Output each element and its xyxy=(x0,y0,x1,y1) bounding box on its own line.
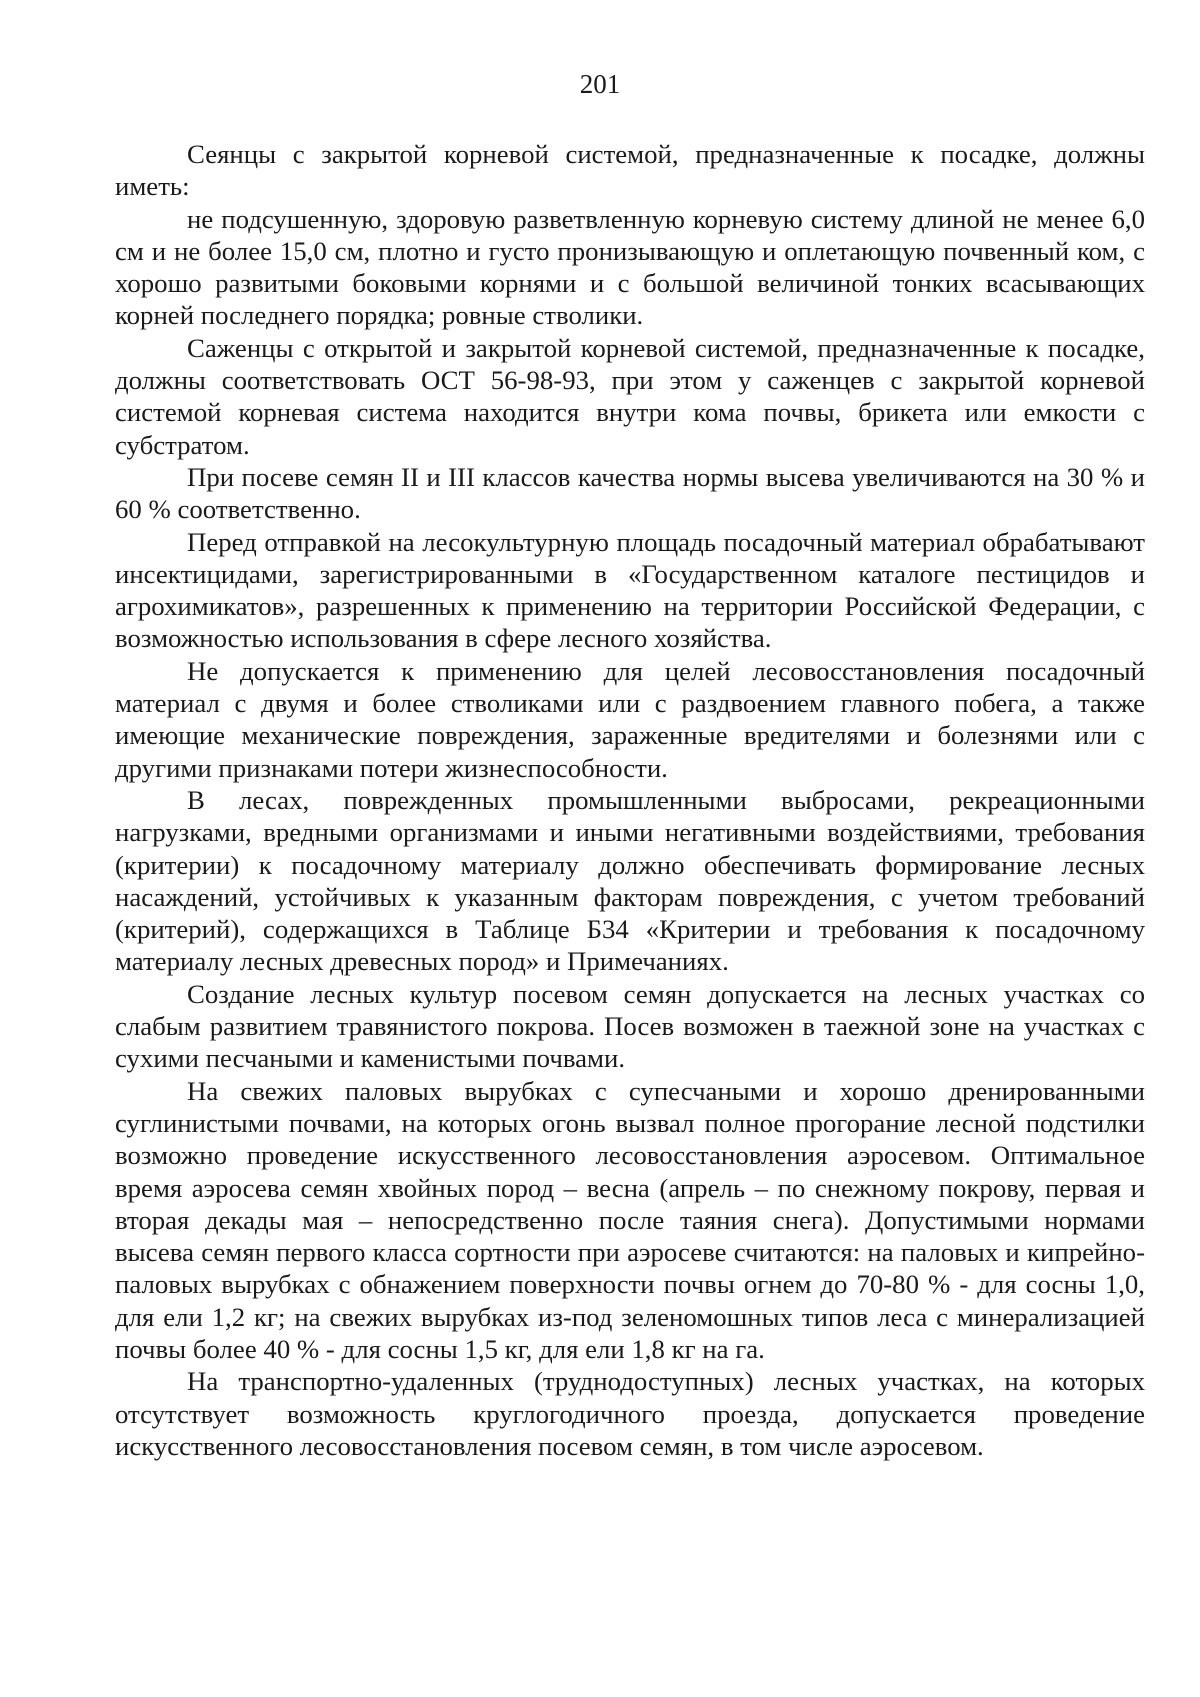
paragraph: Не допускается к применению для целей лесовосстановления посадочный материал с двумя и более стволиками или с раздвоением главного побега, а также имеющие механические повреждения, зараженные вредителями и болезнями или с другими признаками потери жизнеспособности. xyxy=(115,655,1145,783)
paragraph: В лесах, поврежденных промышленными выбросами, рекреационными нагрузками, вредными организмами и иными негативными воздействиями, требования (критерии) к посадочному материалу должно обеспечивать формирование лесных насаждений, устойчивых к указанным факторам повреждения, с учетом требований (критерий), содержащихся в Таблице Б34 «Критерии и требования к посадочному материалу лесных древесных пород» и Примечаниях. xyxy=(115,784,1145,977)
paragraph: Саженцы с открытой и закрытой корневой системой, предназначенные к посадке, должны соответствовать ОСТ 56-98-93, при этом у саженцев с закрытой корневой системой корневая система находится внутри кома почвы, брикета или емкости с субстратом. xyxy=(115,332,1145,460)
paragraph: При посеве семян II и III классов качества нормы высева увеличиваются на 30 % и 60 % соответственно. xyxy=(115,461,1145,525)
paragraph: На свежих паловых вырубках с супесчаными и хорошо дренированными суглинистыми почвами, на которых огонь вызвал полное прогорание лесной подстилки возможно проведение искусственного лесовосстановления аэросевом. Оптимальное время аэросева семян хвойных пород – весна (апрель – по снежному покрову, первая и вторая декады мая – непосредственно после таяния снега). Допустимыми нормами высева семян первого класса сортности при аэросеве считаются: на паловых и кипрейно-паловых вырубках с обнажением поверхности почвы огнем до 70-80 % - для сосны 1,0, для ели 1,2 кг; на свежих вырубках из-под зеленомошных типов леса с минерализацией почвы более 40 % - для сосны 1,5 кг, для ели 1,8 кг на га. xyxy=(115,1075,1145,1364)
paragraph: Сеянцы с закрытой корневой системой, предназначенные к посадке, должны иметь: xyxy=(115,139,1145,202)
paragraph: На транспортно-удаленных (труднодоступных) лесных участках, на которых отсутствует возможность круглогодичного проезда, допускается проведение искусственного лесовосстановления посевом семян, в том числе аэросевом. xyxy=(115,1366,1145,1461)
paragraph: Перед отправкой на лесокультурную площадь посадочный материал обрабатывают инсектицидами, зарегистрированными в «Государственном каталоге пестицидов и агрохимикатов», разрешенных к применению на территории Российской Федерации, с возможностью использования в сфере лесного хозяйства. xyxy=(115,526,1145,654)
page-number: 201 xyxy=(579,69,621,99)
paragraph: не подсушенную, здоровую разветвленную корневую систему длиной не менее 6,0 см и не более 15,0 см, плотно и густо пронизывающую и оплетающую почвенный ком, с хорошо развитыми боковыми корнями и с большой величиной тонких всасывающих корней последнего порядка; ровные стволики. xyxy=(115,203,1145,331)
body-text xyxy=(115,138,1145,1462)
paragraph: Создание лесных культур посевом семян допускается на лесных участках со слабым развитием травянистого покрова. Посев возможен в таежной зоне на участках с сухими песчаными и каменистыми почвами. xyxy=(115,978,1145,1074)
